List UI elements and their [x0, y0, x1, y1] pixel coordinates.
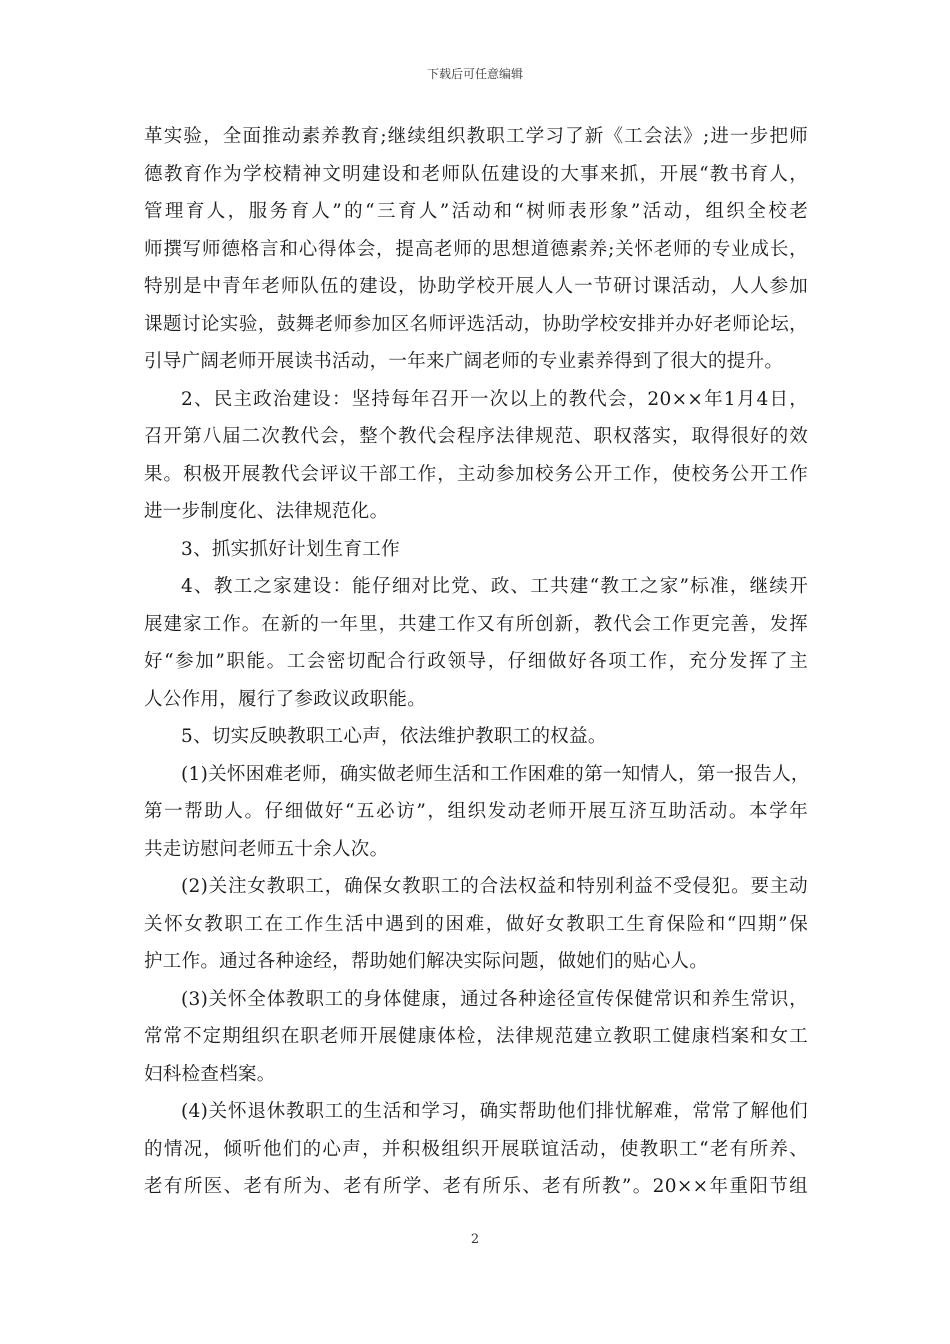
- paragraph-start: (1)关怀困难老师，确实做老师生活和工作困难的第一知情人，第一报告人，: [181, 763, 810, 785]
- text-line: 展建家工作。在新的一年里，共建工作又有所创新，教代会工作更完善，发挥: [144, 613, 808, 635]
- text-line: 共走访慰问老师五十余人次。: [144, 838, 389, 860]
- text-line: 人公作用，履行了参政议政职能。: [144, 688, 427, 710]
- paragraph-start: (4)关怀退休教职工的生活和学习，确实帮助他们排忧解难，常常了解他们: [181, 1101, 808, 1122]
- document-body: [144, 118, 808, 1206]
- text-line: 课题讨论实验，鼓舞老师参加区名师评选活动，协助学校安排并办好老师论坛，: [144, 313, 808, 335]
- text-line: 关怀女教职工在工作生活中遇到的困难，做好女教职工生育保险和“四期”保: [144, 913, 808, 935]
- text-line: 的情况，倾听他们的心声，并积极组织开展联谊活动，使教职工“老有所养、: [144, 1138, 808, 1160]
- text-line: 妇科检查档案。: [144, 1063, 276, 1085]
- text-line: 第一帮助人。仔细做好“五必访”，组织发动老师开展互济互助活动。本学年: [144, 801, 808, 822]
- paragraph-start: 4、教工之家建设：能仔细对比党、政、工共建“教工之家”标准，继续开: [181, 576, 808, 597]
- paragraph-start: (2)关注女教职工，确保女教职工的合法权益和特别利益不受侵犯。要主动: [181, 876, 808, 897]
- text-line: 果。积极开展教代会评议干部工作，主动参加校务公开工作，使校务公开工作: [144, 463, 808, 485]
- text-line: 老有所医、老有所为、老有所学、老有所乐、老有所教”。20××年重阳节组: [144, 1176, 808, 1197]
- paragraph-start: 2、民主政治建设：坚持每年召开一次以上的教代会，20××年1月4日，: [181, 388, 808, 410]
- text-line: 好“参加”职能。工会密切配合行政领导，仔细做好各项工作，充分发挥了主: [144, 651, 808, 672]
- text-line: 特别是中青年老师队伍的建设，协助学校开展人人一节研讨课活动，人人参加: [144, 276, 808, 297]
- text-line: 引导广阔老师开展读书活动，一年来广阔老师的专业素养得到了很大的提升。: [144, 351, 784, 372]
- text-line: 管理育人，服务育人”的“三育人”活动和“树师表形象”活动，组织全校老: [144, 201, 808, 222]
- page-number: 2: [470, 1232, 480, 1247]
- paragraph-start: 5、切实反映教职工心声，依法维护教职工的权益。: [181, 726, 607, 747]
- paragraph-start: (3)关怀全体教职工的身体健康，通过各种途径宣传保健常识和养生常识，: [181, 988, 808, 1010]
- text-line: 师撰写师德格言和心得体会，提高老师的思想道德素养;关怀老师的专业成长，: [144, 238, 808, 260]
- paragraph-start: 3、抓实抓好计划生育工作: [181, 538, 400, 560]
- text-line: 常常不定期组织在职老师开展健康体检，法律规范建立教职工健康档案和女工: [144, 1026, 808, 1047]
- text-line: 护工作。通过各种途经，帮助她们解决实际问题，做她们的贴心人。: [144, 951, 709, 972]
- text-line: 德教育作为学校精神文明建设和老师队伍建设的大事来抓，开展“教书育人，: [144, 163, 808, 185]
- text-line: 革实验，全面推动素养教育;继续组织教职工学习了新《工会法》;进一步把师: [144, 126, 808, 147]
- page-header: 下载后可任意编辑: [426, 67, 523, 81]
- text-line: 进一步制度化、法律规范化。: [144, 501, 389, 522]
- text-line: 召开第八届二次教代会，整个教代会程序法律规范、职权落实，取得很好的效: [144, 426, 808, 447]
